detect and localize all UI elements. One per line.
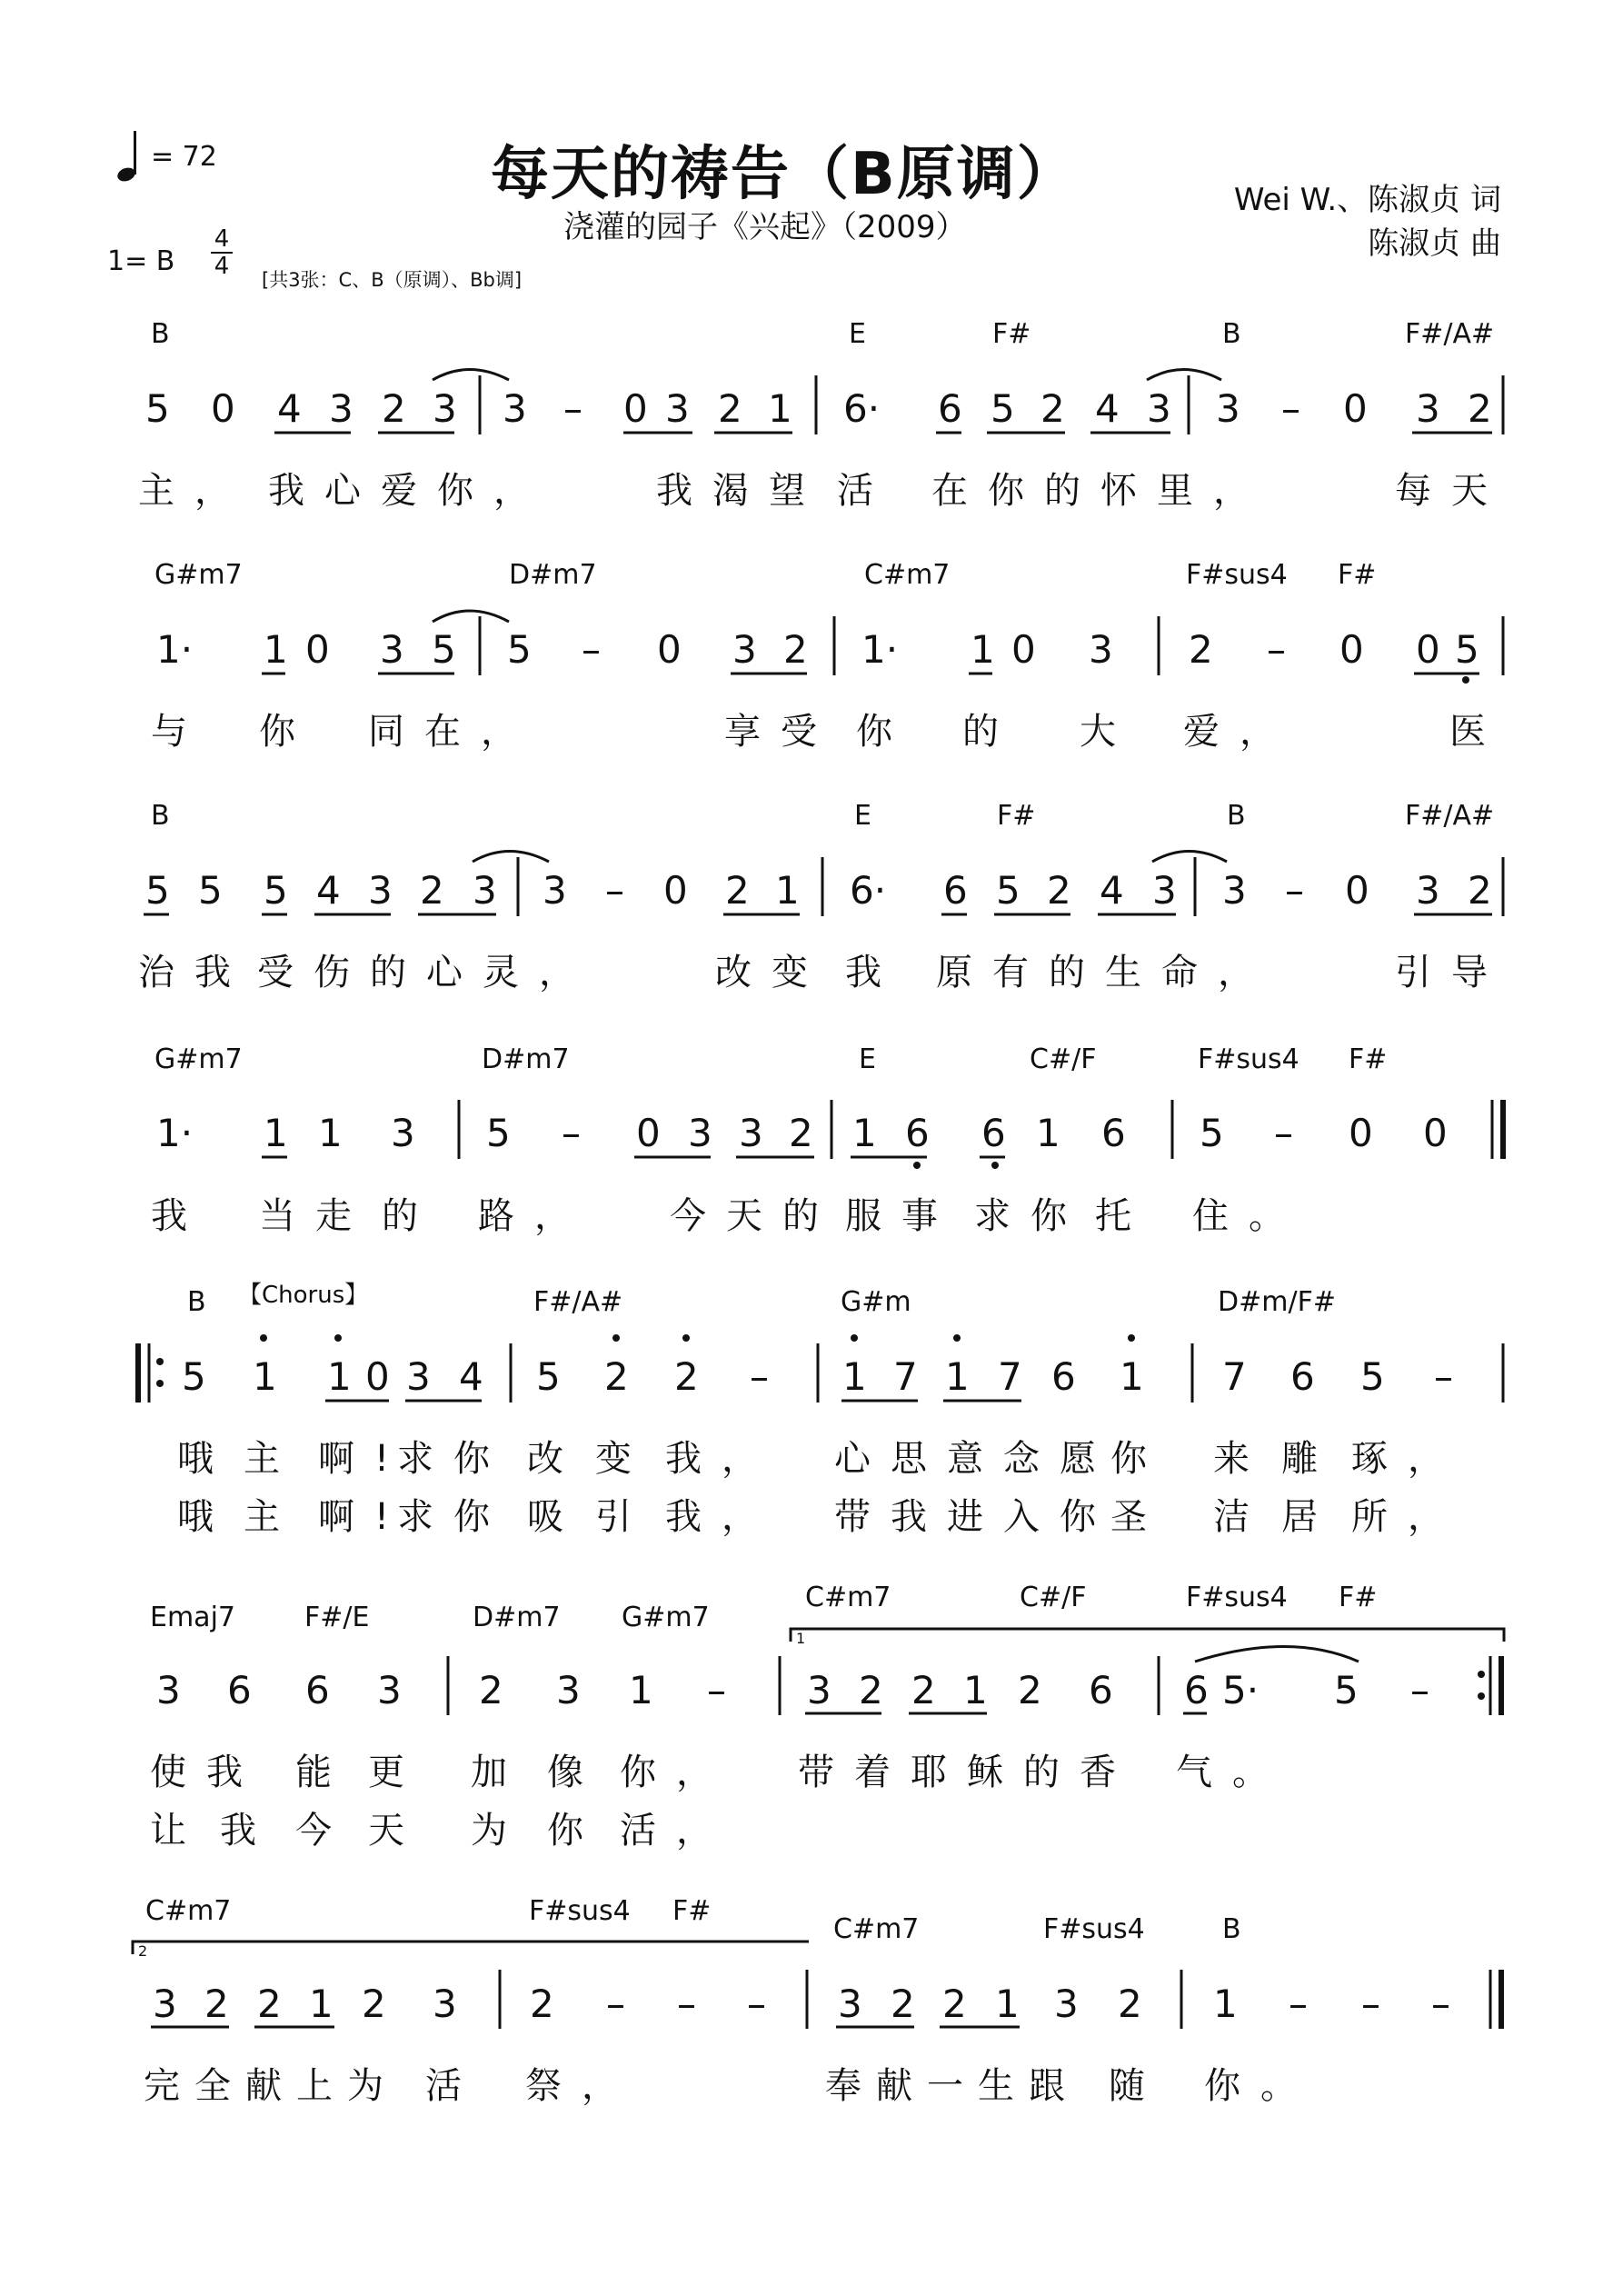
page-title: 每天的祷告（B原调） — [491, 141, 1077, 208]
lyric: 你 — [259, 711, 315, 753]
lyric: 居 — [1281, 1496, 1338, 1538]
lyric: 主 — [244, 1496, 300, 1538]
chord: F#/A# — [1405, 800, 1495, 832]
note: 7 — [1222, 1354, 1247, 1399]
subtitle: 浇灌的园子《兴起》（2009） — [563, 209, 967, 245]
lyric: 像 — [547, 1752, 603, 1793]
note: 5 — [1360, 1354, 1385, 1399]
note: 0 — [1345, 868, 1369, 913]
note: 2 — [942, 1982, 967, 2026]
note: 3 — [732, 627, 757, 672]
note: – — [750, 1354, 769, 1399]
lyric: 变 — [595, 1438, 652, 1480]
note: 2 — [891, 1982, 915, 2026]
note: – — [562, 1111, 581, 1155]
note: 5 — [991, 386, 1015, 431]
note: 4 — [1095, 386, 1120, 431]
composer: 陈淑贞 曲 — [1368, 225, 1501, 262]
note: 3 — [543, 868, 567, 913]
chord: F#/E — [304, 1602, 370, 1633]
lyric: 主 — [244, 1438, 300, 1480]
note: 3 — [377, 1668, 402, 1712]
note: 6 — [981, 1111, 1006, 1155]
lyric: 每天 — [1395, 470, 1508, 512]
note: 2 — [674, 1354, 699, 1399]
lyric: 今 — [295, 1810, 352, 1852]
note: 6 — [305, 1668, 330, 1712]
note: 3 — [473, 868, 497, 913]
note: 5 — [507, 627, 532, 672]
note: 1 — [1213, 1982, 1238, 2026]
chord: C#m7 — [145, 1895, 232, 1927]
note: – — [606, 1982, 625, 2026]
lyric: 受伤的心灵， — [257, 952, 595, 993]
note: 4 — [277, 386, 302, 431]
note: 2 — [1468, 868, 1492, 913]
note: 0 — [1011, 627, 1036, 672]
note: 3 — [406, 1354, 431, 1399]
note: 1· — [861, 627, 899, 672]
note: 5 — [1334, 1668, 1359, 1712]
chord: F# — [992, 318, 1031, 350]
note: – — [1361, 1982, 1380, 2026]
note: – — [1274, 1111, 1293, 1155]
note: 2 — [1468, 386, 1492, 431]
note: 1· — [156, 1111, 194, 1155]
note: 2 — [859, 1668, 883, 1712]
lyric: 能 — [295, 1752, 352, 1793]
note: 6 — [938, 386, 962, 431]
chord: F#sus4 — [1186, 559, 1288, 591]
lyric: 大 — [1080, 711, 1136, 753]
note: 3 — [838, 1982, 862, 2026]
note: 2 — [479, 1668, 503, 1712]
lyric: 为 — [471, 1810, 527, 1852]
note: 5 — [145, 868, 170, 913]
lyric: 啊! — [318, 1496, 410, 1538]
note: 0 — [623, 386, 648, 431]
lyric: 在你的怀里， — [931, 470, 1270, 512]
chord: B — [1227, 800, 1246, 832]
note: 0 — [365, 1354, 390, 1399]
note: 3 — [1416, 868, 1440, 913]
note: 2 — [382, 386, 406, 431]
lyric: 圣 — [1110, 1496, 1167, 1538]
lyric: 你。 — [1204, 2065, 1317, 2107]
note: 0 — [1349, 1111, 1373, 1155]
note: 1 — [1036, 1111, 1060, 1155]
note: 5 — [432, 627, 456, 672]
version-note: [共3张：C、B（原调）、Bb调] — [262, 269, 523, 291]
lyric: 天 — [368, 1810, 424, 1852]
lyric: 使我 — [150, 1752, 263, 1793]
note: 2 — [1018, 1668, 1042, 1712]
chord: D#m/F# — [1218, 1286, 1336, 1318]
note: – — [747, 1982, 766, 2026]
note: 1 — [775, 868, 800, 913]
note: 1 — [971, 627, 995, 672]
note: 6 — [1051, 1354, 1076, 1399]
note: 0 — [1339, 627, 1364, 672]
note: 5 — [996, 868, 1021, 913]
note: 2 — [1041, 386, 1065, 431]
note: 6 — [1089, 1668, 1113, 1712]
chord: G#m7 — [154, 559, 243, 591]
note: 1 — [768, 386, 792, 431]
volta-2-label: 2 — [138, 1942, 148, 1960]
chord: F# — [997, 800, 1036, 832]
note: 3 — [665, 386, 690, 431]
note: 5 — [182, 1354, 206, 1399]
note: 0 — [1343, 386, 1368, 431]
chorus-label: 【Chorus】 — [238, 1282, 369, 1309]
note: 0 — [636, 1111, 661, 1155]
note: 5 — [536, 1354, 561, 1399]
note: 5 — [198, 868, 223, 913]
note: 2 — [362, 1982, 386, 2026]
note: 2 — [204, 1982, 229, 2026]
lyric: 活， — [620, 1810, 732, 1852]
note: 3 — [556, 1668, 581, 1712]
lyric: 所， — [1351, 1496, 1464, 1538]
chord: B — [1222, 318, 1241, 350]
note: 3 — [1416, 386, 1440, 431]
note: 1 — [963, 1668, 988, 1712]
lyric: 你 — [547, 1810, 603, 1852]
lyric: 你 — [856, 711, 912, 753]
lyric: 我 — [151, 1195, 207, 1237]
note: – — [605, 868, 624, 913]
lyric: 与 — [151, 711, 207, 753]
note: 4 — [316, 868, 341, 913]
lyric: 原有的生命， — [936, 952, 1274, 993]
lyric: 托 — [1095, 1195, 1151, 1237]
lyric: 完全献上为 — [144, 2065, 398, 2107]
lyric: 路， — [478, 1195, 591, 1237]
note: 6 — [1290, 1354, 1315, 1399]
note: 1 — [327, 1354, 352, 1399]
note: 7 — [998, 1354, 1022, 1399]
note: 2 — [1047, 868, 1071, 913]
note: 1 — [1120, 1354, 1144, 1399]
lyric: 的 — [962, 711, 1019, 753]
lyric: 的 — [382, 1195, 438, 1237]
lyric: 你 — [1110, 1438, 1167, 1480]
volta-1-label: 1 — [796, 1630, 806, 1647]
note: 1 — [253, 1354, 277, 1399]
lyric: 来 — [1213, 1438, 1270, 1480]
note: 0 — [305, 627, 330, 672]
lyric: 我渴望 — [656, 470, 825, 512]
note: 3 — [503, 386, 527, 431]
lyric: 哦 — [177, 1496, 234, 1538]
chord: G#m7 — [154, 1043, 243, 1075]
note: 2 — [725, 868, 750, 913]
note: 0 — [663, 868, 688, 913]
time-sig-bottom: 4 — [214, 253, 230, 280]
note: – — [677, 1982, 696, 2026]
note: 6· — [843, 386, 881, 431]
lyric: 更 — [368, 1752, 424, 1793]
note: 3 — [1152, 868, 1177, 913]
note: 6 — [943, 868, 968, 913]
chord: D#m7 — [509, 559, 597, 591]
note: 3 — [807, 1668, 831, 1712]
note: 2 — [1189, 627, 1213, 672]
note: 2 — [257, 1982, 282, 2026]
note: – — [1267, 627, 1286, 672]
lyric: 琢， — [1351, 1438, 1464, 1480]
note: – — [1285, 868, 1304, 913]
chord: F#/A# — [533, 1286, 623, 1318]
note: – — [1410, 1668, 1429, 1712]
note: 3 — [688, 1111, 712, 1155]
lyric: 引导 — [1395, 952, 1508, 993]
tempo-marking: = 72 — [151, 141, 217, 173]
chord: F# — [1338, 559, 1377, 591]
note: 1 — [629, 1668, 653, 1712]
chord: G#m — [841, 1286, 911, 1318]
chord: B — [187, 1286, 206, 1318]
note: 2 — [1118, 1982, 1142, 2026]
chord: B — [151, 800, 170, 832]
note: 1· — [156, 627, 194, 672]
chord: B — [151, 318, 170, 350]
note: 3 — [1147, 386, 1171, 431]
note: 1 — [318, 1111, 343, 1155]
note: 3 — [391, 1111, 415, 1155]
lyric: 带我进入你 — [834, 1496, 1116, 1538]
lyric: 带着耶稣的 — [798, 1752, 1080, 1793]
note: – — [707, 1668, 726, 1712]
lyric: 求你 — [397, 1496, 510, 1538]
chord: D#m7 — [482, 1043, 570, 1075]
note: 1 — [852, 1111, 877, 1155]
chord: E — [859, 1043, 876, 1075]
chord: G#m7 — [622, 1602, 710, 1633]
note: 2 — [604, 1354, 629, 1399]
note: 3 — [153, 1982, 177, 2026]
note: 3 — [1089, 627, 1113, 672]
note: 2 — [718, 386, 742, 431]
lyric: 改 — [527, 1438, 583, 1480]
note: 3 — [1216, 386, 1240, 431]
lyric: 随 — [1109, 2065, 1165, 2107]
note: 1 — [264, 1111, 288, 1155]
lyric: 今天的 — [670, 1195, 839, 1237]
note: – — [1281, 386, 1300, 431]
note: 3 — [329, 386, 353, 431]
note: 2 — [789, 1111, 813, 1155]
note: 5· — [1222, 1668, 1260, 1712]
chord: E — [849, 318, 866, 350]
lyric: 医 — [1449, 711, 1506, 753]
lyric: 我， — [665, 1496, 778, 1538]
note: – — [563, 386, 582, 431]
lyric: 雕 — [1281, 1438, 1338, 1480]
lyric: 活 — [837, 470, 893, 512]
note: 6 — [905, 1111, 930, 1155]
lyric: 你， — [620, 1752, 732, 1793]
lyric: 引 — [595, 1496, 652, 1538]
lyric: 吸 — [527, 1496, 583, 1538]
lyric: 求你 — [397, 1438, 510, 1480]
note: 1 — [264, 627, 288, 672]
note: 4 — [459, 1354, 483, 1399]
lyric: 求你 — [974, 1195, 1087, 1237]
note: 2 — [783, 627, 808, 672]
chord: C#m7 — [833, 1913, 920, 1945]
chord: C#m7 — [805, 1582, 891, 1613]
note: 3 — [433, 386, 457, 431]
note: 3 — [739, 1111, 763, 1155]
lyric: 改变 — [715, 952, 828, 993]
note: 1 — [945, 1354, 970, 1399]
note: 6· — [850, 868, 887, 913]
chord: F#sus4 — [1198, 1043, 1299, 1075]
note: – — [582, 627, 601, 672]
lyric: 享受 — [724, 711, 837, 753]
lyric: 服事 — [845, 1195, 958, 1237]
note: 6 — [1101, 1111, 1126, 1155]
note: 0 — [657, 627, 682, 672]
note: – — [1289, 1982, 1308, 2026]
note: 3 — [368, 868, 393, 913]
lyric: 哦 — [177, 1438, 234, 1480]
chord: C#/F — [1020, 1582, 1087, 1613]
note: 5 — [145, 386, 170, 431]
chord: F#sus4 — [1043, 1913, 1145, 1945]
chord: C#/F — [1030, 1043, 1097, 1075]
lyric: 洁 — [1213, 1496, 1270, 1538]
time-sig-top: 4 — [214, 225, 230, 253]
note: 1 — [842, 1354, 867, 1399]
note: – — [1431, 1982, 1450, 2026]
note: 3 — [156, 1668, 181, 1712]
lyric: 让 — [150, 1810, 206, 1852]
lyric: 当走 — [259, 1195, 372, 1237]
note: 1 — [995, 1982, 1020, 2026]
note: 6 — [227, 1668, 252, 1712]
chord: F# — [672, 1895, 712, 1927]
note: 2 — [530, 1982, 554, 2026]
chord: E — [854, 800, 871, 832]
chord: F#/A# — [1405, 318, 1495, 350]
note: 0 — [211, 386, 235, 431]
lyric: 祭， — [525, 2065, 638, 2107]
note: 5 — [486, 1111, 511, 1155]
lyric: 我 — [845, 952, 901, 993]
lyric: 治我 — [138, 952, 251, 993]
note: 1 — [309, 1982, 334, 2026]
lyric: 奉献一生跟 — [825, 2065, 1080, 2107]
chord: F#sus4 — [1186, 1582, 1288, 1613]
note: 2 — [420, 868, 444, 913]
note: 0 — [1416, 627, 1440, 672]
lyric: 心思意念愿 — [834, 1438, 1116, 1480]
lyric: 我心爱你， — [268, 470, 550, 512]
note: – — [1434, 1354, 1453, 1399]
key-signature: 1= B — [107, 245, 175, 277]
chord: F# — [1349, 1043, 1388, 1075]
note: 3 — [380, 627, 404, 672]
chord: D#m7 — [473, 1602, 561, 1633]
note: 4 — [1100, 868, 1124, 913]
lyric: 主， — [138, 470, 251, 512]
note: 5 — [264, 868, 288, 913]
chord: F#sus4 — [529, 1895, 631, 1927]
lyric: 香 — [1080, 1752, 1136, 1793]
note: 3 — [433, 1982, 457, 2026]
chord: F# — [1339, 1582, 1378, 1613]
lyric: 气。 — [1176, 1752, 1289, 1793]
lyric: 加 — [471, 1752, 527, 1793]
note: 3 — [1054, 1982, 1079, 2026]
lyric: 同在， — [368, 711, 537, 753]
lyric: 爱， — [1183, 711, 1296, 753]
note: 0 — [1423, 1111, 1448, 1155]
lyricist: Wei W.、陈淑贞 词 — [1233, 182, 1501, 218]
lyric: 活 — [425, 2065, 482, 2107]
lyric: 啊! — [318, 1438, 410, 1480]
chord: B — [1222, 1913, 1241, 1945]
note: 7 — [893, 1354, 918, 1399]
lyric: 住。 — [1192, 1195, 1305, 1237]
note: 5 — [1200, 1111, 1224, 1155]
note: 5 — [1455, 627, 1479, 672]
lyric: 我， — [665, 1438, 778, 1480]
note: 3 — [1222, 868, 1247, 913]
note: 6 — [1184, 1668, 1209, 1712]
chord: Emaj7 — [150, 1602, 235, 1633]
chord: C#m7 — [864, 559, 951, 591]
lyric: 我 — [220, 1810, 276, 1852]
note: 2 — [911, 1668, 936, 1712]
